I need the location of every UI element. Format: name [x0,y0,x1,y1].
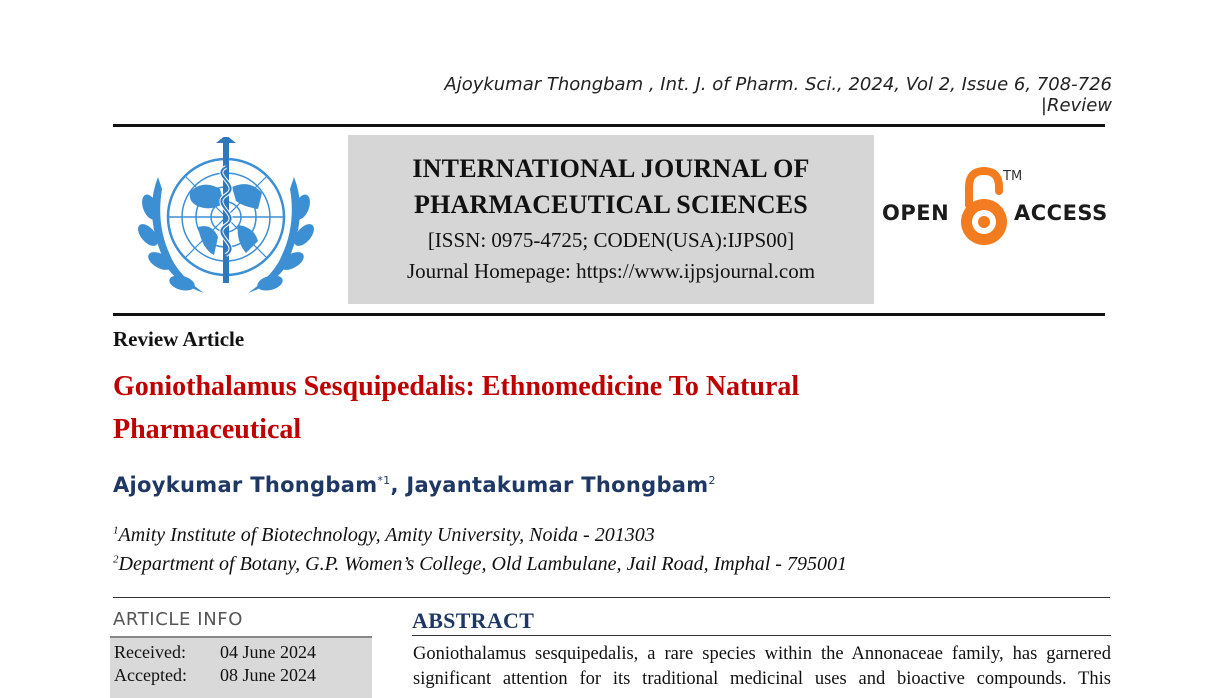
received-value: 04 June 2024 [220,642,316,662]
abstract-heading: ABSTRACT [412,608,535,633]
section-divider [113,597,1110,598]
affiliation-text: Department of Botany, G.P. Women’s College, Old Lambulane, Jail Road, Imphal - 795001 [118,553,847,575]
received-label: Received: [114,642,186,662]
affiliation-mark: 2 [113,553,119,566]
open-access-word-open: OPEN [882,201,950,225]
article-title [113,365,973,451]
accepted-row [114,665,316,686]
journal-issn: [ISSN: 0975-4725; CODEN(USA):IJPS00] [427,228,795,252]
running-head: Ajoykumar Thongbam , Int. J. of Pharm. Sci., 2024, Vol 2, Issue 6, 708-726 |Review [444,74,1112,116]
author-name: Jayantakumar Thongbam [406,473,709,497]
author-separator: , [390,473,407,497]
abstract-line: significant attention for its traditional medicinal uses and bioactive compounds. This [413,669,1111,689]
affiliation-text: Amity Institute of Biotechnology, Amity University, Noida - 201303 [118,524,655,546]
author-name: Ajoykumar Thongbam [113,473,378,497]
article-info-box [110,636,372,698]
author-affiliation-mark: 2 [708,474,716,487]
affiliation-2 [113,553,847,576]
affiliation-1 [113,524,655,547]
accepted-label: Accepted: [114,665,187,685]
author-list [113,473,716,497]
article-info-heading: ARTICLE INFO [113,609,244,630]
open-access-trademark: TM [1003,169,1023,184]
abstract-rule [412,635,1111,636]
journal-name-line1: INTERNATIONAL JOURNAL OF [412,154,810,183]
header-rule-top [113,124,1105,127]
abstract-body [413,642,1111,692]
accepted-value: 08 June 2024 [220,665,316,685]
article-title-line2: Pharmaceutical [113,414,302,445]
journal-homepage: Journal Homepage: https://www.ijpsjournal.com [406,259,816,283]
article-title-line1: Goniothalamus Sesquipedalis: Ethnomedicine To Natural [113,371,800,402]
journal-header-box [348,135,874,304]
journal-name-line2: PHARMACEUTICAL SCIENCES [414,190,808,219]
abstract-line: Goniothalamus sesquipedalis, a rare species within the Annonaceae family, has garnered [413,644,1111,664]
header-rule-bottom [113,313,1105,316]
affiliation-mark: 1 [113,524,119,537]
author-affiliation-mark: *1 [377,474,391,487]
open-access-badge [880,165,1110,255]
article-type: Review Article [113,327,245,351]
received-row [114,642,316,663]
un-emblem-icon [128,137,324,305]
open-access-word-access: ACCESS [1014,201,1108,225]
